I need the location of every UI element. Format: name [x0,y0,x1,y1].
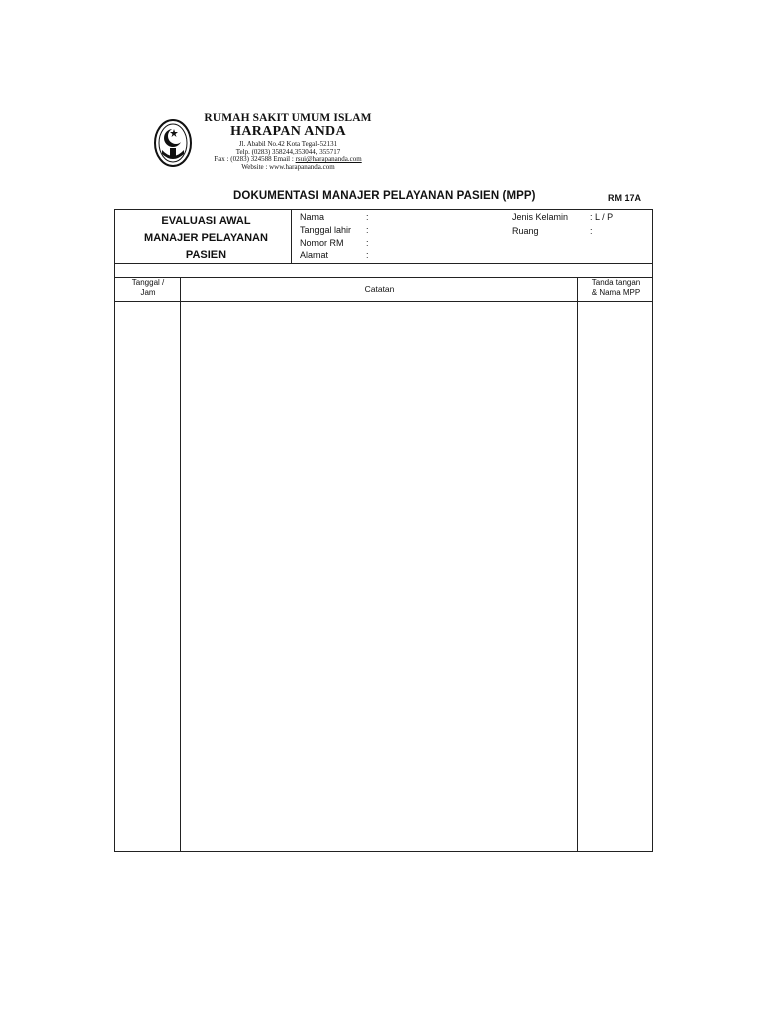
hospital-logo-icon [153,118,193,168]
field-input-jenis-kelamin[interactable]: : L / P [590,212,614,222]
document-title: DOKUMENTASI MANAJER PELAYANAN PASIEN (MPP) [233,190,536,202]
document-code: RM 17A [608,193,642,203]
email-link[interactable]: rsui@harapananda.com [295,155,362,163]
hospital-telephone: Telp. (0283) 358244,353044, 355717 [235,148,341,156]
field-label-ruang: Ruang [512,226,539,236]
field-label-tanggal-lahir: Tanggal lahir [300,225,352,235]
evaluation-title-line: MANAJER PELAYANAN [144,232,268,244]
hospital-address: Jl. Ababil No.42 Kota Tegal-52131 [238,140,338,148]
field-label-nomor-rm: Nomor RM [300,238,344,248]
field-input-alamat[interactable]: : [366,250,369,260]
field-label-alamat: Alamat [300,250,329,260]
hospital-name: HARAPAN ANDA [230,124,346,139]
column-header-line: Jam [140,288,156,297]
column-header-line: & Nama MPP [591,288,641,297]
table-cell-catatan[interactable] [181,302,577,851]
field-input-nomor-rm[interactable]: : [366,238,369,248]
hospital-type-heading: RUMAH SAKIT UMUM ISLAM [204,112,372,124]
column-header-tanda-tangan [579,278,653,298]
table-top-rule [115,277,653,278]
hospital-fax-email [200,155,376,163]
evaluation-title-line: EVALUASI AWAL [161,215,251,227]
column-header-line: Tanggal / [131,278,165,287]
field-label-nama: Nama [300,212,325,222]
fax-text: Fax : (0283) 324588 Email : [214,155,296,163]
eval-divider-vertical [291,210,292,263]
evaluation-title [124,213,288,264]
column-header-line: Tanda tangan [591,278,641,287]
table-cell-tanggal-jam[interactable] [116,302,180,851]
field-label-jenis-kelamin: Jenis Kelamin [512,212,569,222]
field-input-ruang[interactable]: : [590,226,593,236]
column-header-catatan: Catatan [364,284,395,294]
table-cell-tanda-tangan[interactable] [578,302,652,851]
field-input-nama[interactable]: : [366,212,369,222]
column-header-tanggal-jam [116,278,180,298]
hospital-website: Website : www.harapananda.com [241,163,335,171]
evaluation-title-line: PASIEN [185,249,227,261]
field-input-tanggal-lahir[interactable]: : [366,225,369,235]
